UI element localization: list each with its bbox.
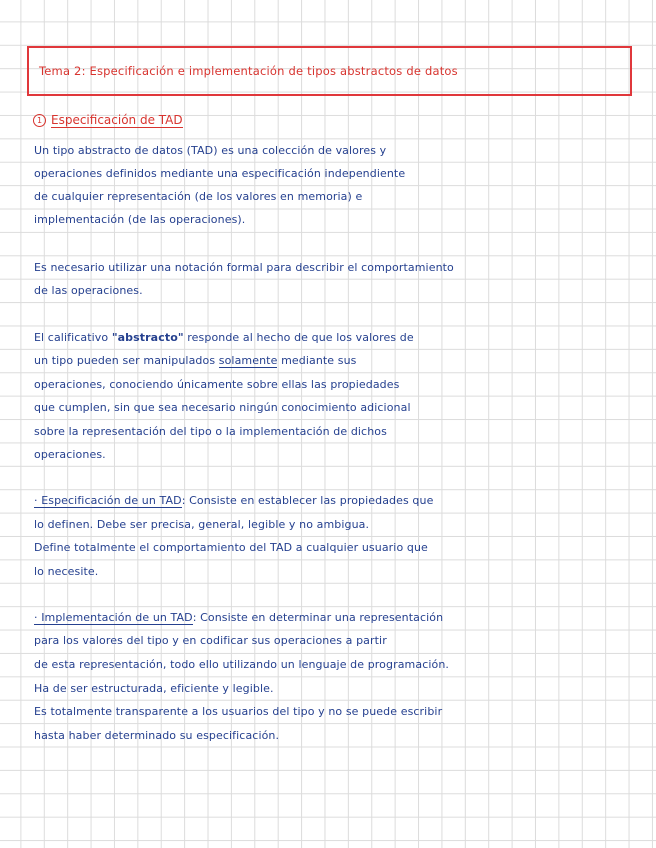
p3-quoted-word: "abstracto" [111,331,184,344]
paragraph-4-line-2: lo definen. Debe ser precisa, general, legible y no ambigua. [34,518,370,531]
paragraph-3-line-3: operaciones, conociendo únicamente sobre ellas las propiedades [34,378,400,391]
paragraph-1-line-1: Un tipo abstracto de datos (TAD) es una colección de valores y [34,144,387,157]
paragraph-4-line-3: Define totalmente el comportamiento del TAD a cualquier usuario que [34,541,428,554]
paragraph-5-line-1 [34,611,443,624]
p4-text-a: : Consiste en establecer las propiedades que [181,494,434,507]
section-title: Especificación de TAD [51,113,183,127]
paragraph-1-line-2: operaciones definidos mediante una especificación independiente [34,167,406,180]
p5-text-a: : Consiste en determinar una representación [192,611,444,624]
paragraph-1-line-4: implementación (de las operaciones). [34,213,246,226]
paragraph-4-line-4: lo necesite. [34,565,99,578]
p3-text-b: responde al hecho de que los valores de [183,331,414,344]
paragraph-3-line-5: sobre la representación del tipo o la implementación de dichos [34,425,387,438]
p3-text-a: El calificativo [34,331,112,344]
spec-label: · Especificación de un TAD [34,494,182,507]
title-box [27,46,632,96]
p3-text-d: mediante sus [277,354,357,367]
paragraph-3-line-2 [34,354,357,367]
section-heading [33,113,183,128]
page-title: Tema 2: Especificación e implementación de tipos abstractos de datos [39,64,458,78]
paragraph-2-line-2: de las operaciones. [34,284,143,297]
paragraph-1-line-3: de cualquier representación (de los valores en memoria) e [34,190,363,203]
paragraph-3-line-4: que cumplen, sin que sea necesario ningún conocimiento adicional [34,401,411,414]
impl-label: · Implementación de un TAD [34,611,193,624]
paragraph-3-line-1 [34,331,414,344]
section-number: 1 [33,114,46,127]
paragraph-2-line-1: Es necesario utilizar una notación formal para describir el comportamiento [34,261,454,274]
paragraph-3-line-6: operaciones. [34,448,106,461]
paragraph-5-line-5: Es totalmente transparente a los usuarios del tipo y no se puede escribir [34,705,443,718]
paragraph-5-line-3: de esta representación, todo ello utilizando un lenguaje de programación. [34,658,449,671]
paragraph-5-line-4: Ha de ser estructurada, eficiente y legible. [34,682,274,695]
paragraph-5-line-2: para los valores del tipo y en codificar sus operaciones a partir [34,634,387,647]
paragraph-5-line-6: hasta haber determinado su especificación. [34,729,280,742]
p3-underlined-word: solamente [218,354,278,367]
p3-text-c: un tipo pueden ser manipulados [34,354,219,367]
paragraph-4-line-1 [34,494,433,507]
